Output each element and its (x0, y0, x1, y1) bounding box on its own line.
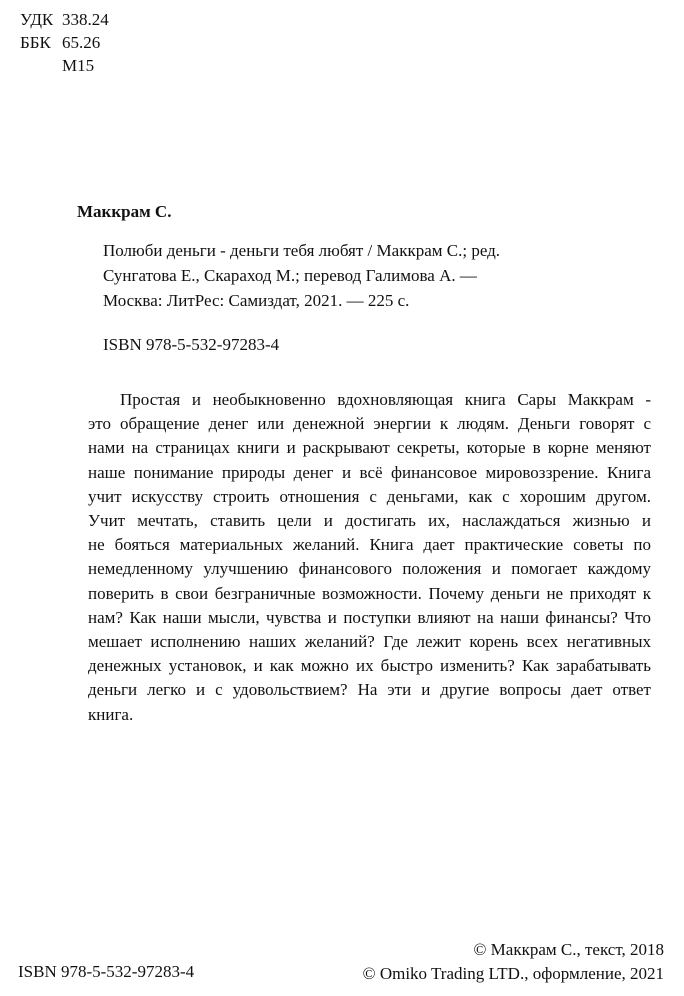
abstract-line: нам? Как наши мысли, чувства и поступки влияют на наши финансы? Что (88, 607, 651, 627)
udk-row (20, 8, 109, 31)
bbk-code: 65.26 (62, 33, 101, 52)
abstract-line: это обращение денег или денежной энергии к людям. Деньги говорят с (88, 414, 651, 434)
abstract-line: Простая и необыкновенно вдохновляющая книга Сары Маккрам - (120, 390, 651, 409)
abstract-line: наше понимание природы денег и всё финансовое мировоззрение. Книга (88, 462, 651, 482)
abstract-line: Учит мечтать, ставить цели и достигать их, наслаждаться жизнью и (88, 511, 651, 531)
author-mark-row (20, 54, 109, 77)
biblio-line: Москва: ЛитРес: Самиздат, 2021. — 225 с. (103, 291, 410, 310)
abstract-line: денежных установок, и как можно их быстро изменить? Как зарабатывать (88, 656, 651, 676)
copyright-design: © Omiko Trading LTD., оформление, 2021 (362, 964, 664, 983)
isbn: ISBN 978-5-532-97283-4 (103, 335, 280, 354)
biblio-line: Полюби деньги - деньги тебя любят / Маккрам С.; ред. (103, 241, 501, 260)
abstract-line: учит искусству строить отношения с деньгами, как с хорошим другом. (88, 486, 651, 506)
copyright-text: © Маккрам С., текст, 2018 (473, 940, 664, 959)
abstract-line: поверить в свои безграничные возможности. Почему деньги не приходят к (88, 583, 651, 603)
author-mark: М15 (62, 56, 95, 75)
abstract-line: деньги легко и с удовольствием? На эти и другие вопросы дает ответ (88, 680, 651, 700)
bbk-row (20, 31, 109, 54)
author-heading: Маккрам С. (77, 202, 172, 221)
abstract (88, 388, 651, 727)
abstract-line: мешает исполнению наших желаний? Где лежит корень всех негативных (88, 632, 651, 652)
udk-label: УДК (20, 10, 54, 29)
abstract-line: немедленному улучшению финансового положения и помогает каждому (88, 559, 651, 579)
abstract-line: не бояться материальных желаний. Книга дает практические советы по (88, 535, 651, 555)
udk-code: 338.24 (62, 10, 109, 29)
bibliographic-description (103, 238, 623, 313)
biblio-line: Сунгатова Е., Скараход М.; перевод Галимова А. — (103, 266, 477, 285)
abstract-line: нами на страницах книги и раскрывают секреты, которые в корне меняют (88, 438, 651, 458)
classification-block (20, 8, 109, 77)
bbk-label: ББК (20, 33, 51, 52)
isbn-footer: ISBN 978-5-532-97283-4 (18, 962, 195, 981)
abstract-line: книга. (88, 704, 134, 724)
copyright-notices (363, 938, 664, 986)
